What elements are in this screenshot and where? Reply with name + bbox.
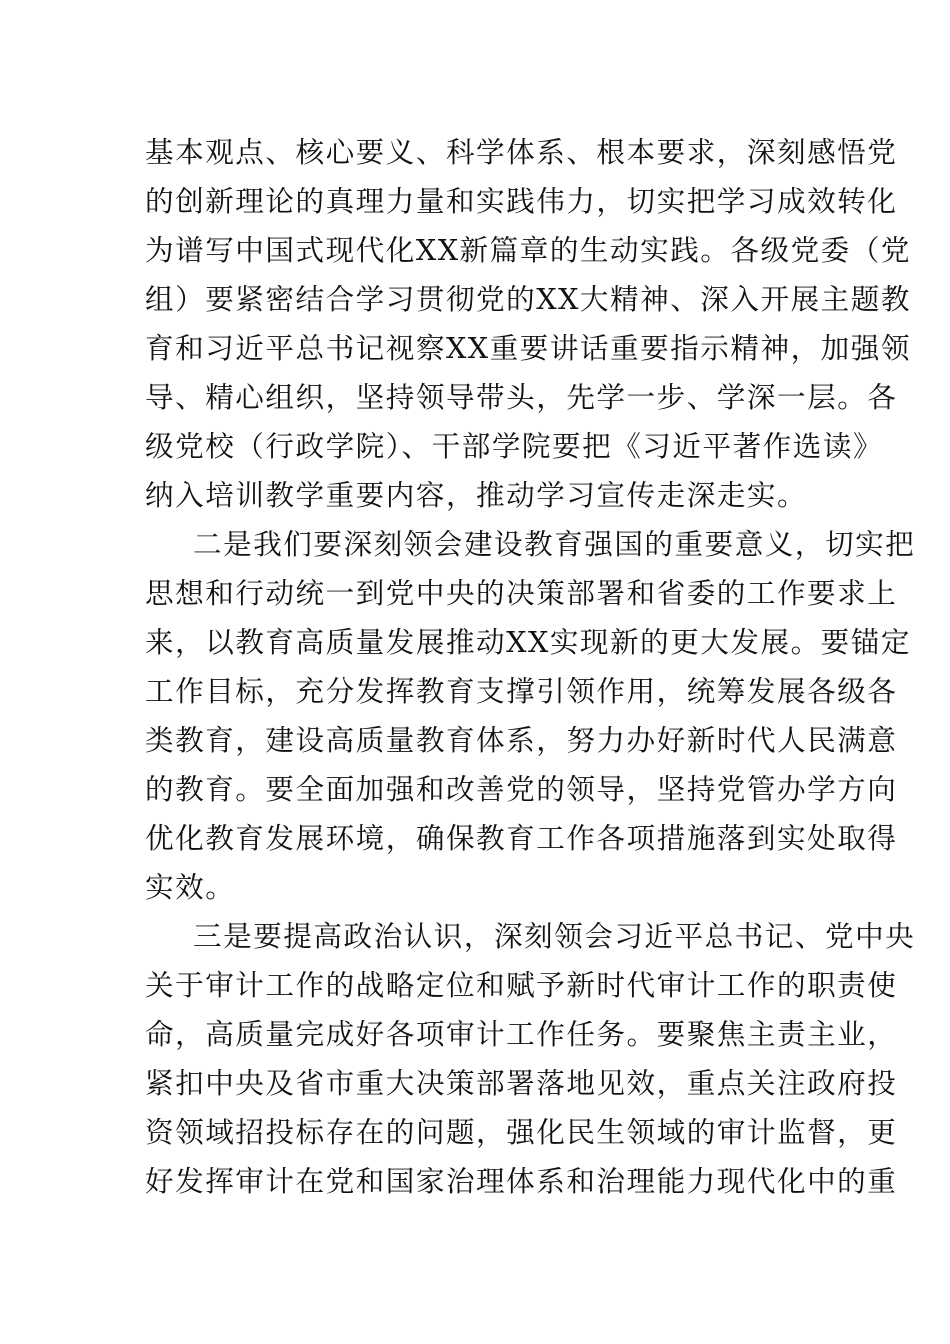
paragraph-1-line-4: 组）要紧密结合学习贯彻党的XX大精神、深入开展主题教 xyxy=(145,282,911,316)
paragraph-2-line-2: 思想和行动统一到党中央的决策部署和省委的工作要求上 xyxy=(145,576,898,610)
paragraph-1-line-6: 导、精心组织，坚持领导带头，先学一步、学深一层。各 xyxy=(145,380,898,414)
paragraph-2-line-7: 优化教育发展环境，确保教育工作各项措施落到实处取得 xyxy=(145,821,898,855)
paragraph-2-line-3: 来，以教育高质量发展推动XX实现新的更大发展。要锚定 xyxy=(145,625,911,659)
paragraph-1-line-2: 的创新理论的真理力量和实践伟力，切实把学习成效转化 xyxy=(145,184,898,218)
document-body xyxy=(145,128,916,1206)
paragraph-1-line-7: 级党校（行政学院）、干部学院要把《习近平著作选读》 xyxy=(145,429,884,463)
paragraph-3-line-2: 关于审计工作的战略定位和赋予新时代审计工作的职责使 xyxy=(145,968,898,1002)
paragraph-1-line-3: 为谱写中国式现代化XX新篇章的生动实践。各级党委（党 xyxy=(145,233,911,267)
paragraph-2-line-8: 实效。 xyxy=(145,870,236,904)
paragraph-2-line-5: 类教育，建设高质量教育体系，努力办好新时代人民满意 xyxy=(145,723,898,757)
paragraph-3-line-6: 好发挥审计在党和国家治理体系和治理能力现代化中的重 xyxy=(145,1164,898,1198)
paragraph-2-line-1: 二是我们要深刻领会建设教育强国的重要意义，切实把 xyxy=(193,527,916,561)
paragraph-3-line-5: 资领域招投标存在的问题，强化民生领域的审计监督，更 xyxy=(145,1115,898,1149)
paragraph-3-line-3: 命，高质量完成好各项审计工作任务。要聚焦主责主业， xyxy=(145,1017,898,1051)
paragraph-3-line-1: 三是要提高政治认识，深刻领会习近平总书记、党中央 xyxy=(193,919,916,953)
paragraph-1-line-5: 育和习近平总书记视察XX重要讲话重要指示精神，加强领 xyxy=(145,331,911,365)
paragraph-2-line-6: 的教育。要全面加强和改善党的领导，坚持党管办学方向 xyxy=(145,772,898,806)
paragraph-3-line-4: 紧扣中央及省市重大决策部署落地见效，重点关注政府投 xyxy=(145,1066,898,1100)
paragraph-1-line-8: 纳入培训教学重要内容，推动学习宣传走深走实。 xyxy=(145,478,808,512)
paragraph-2-line-4: 工作目标，充分发挥教育支撑引领作用，统筹发展各级各 xyxy=(145,674,898,708)
paragraph-1-line-1: 基本观点、核心要义、科学体系、根本要求，深刻感悟党 xyxy=(145,135,898,169)
